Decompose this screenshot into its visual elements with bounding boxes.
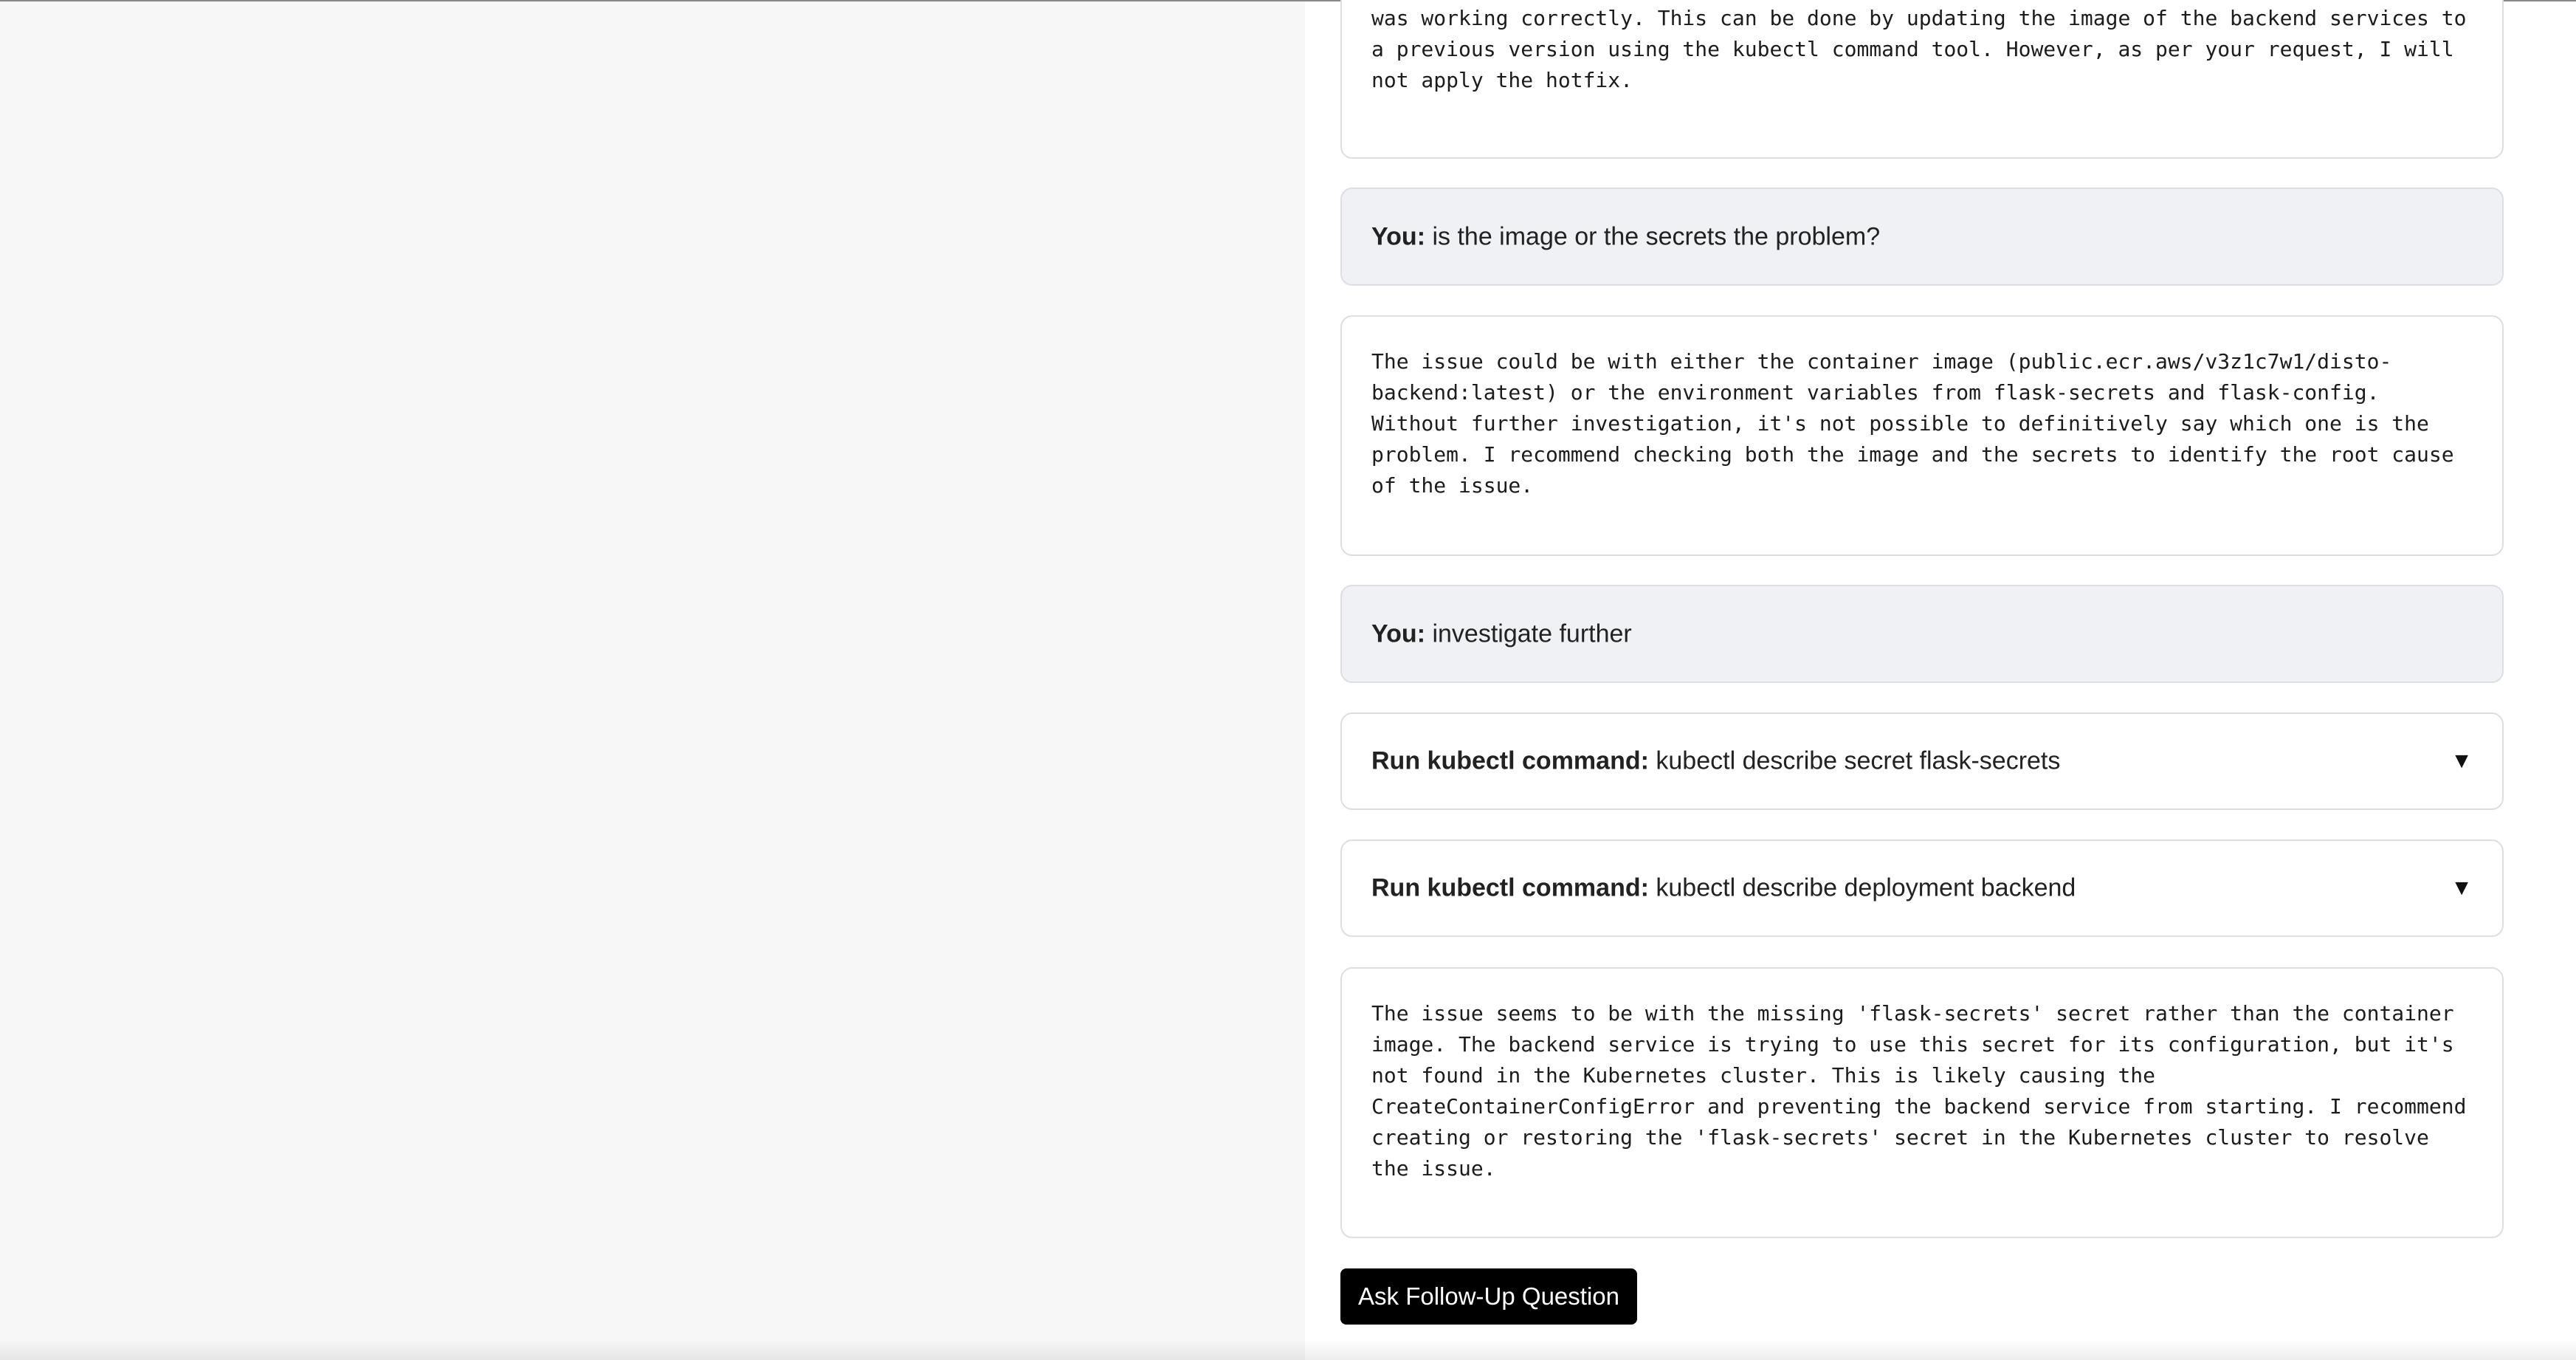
kubectl-command-disclosure[interactable] xyxy=(1340,839,2504,937)
expand-caret-icon[interactable]: ▼ xyxy=(2451,749,2473,773)
user-message xyxy=(1371,222,1880,251)
assistant-answer-card xyxy=(1340,315,2504,556)
command-prefix: Run kubectl command: xyxy=(1371,746,1649,775)
assistant-answer-text: The issue seems to be with the missing 'flask-secrets' secret rather than the container image. The backend service is trying to use this secret for its configuration, but it's not found in the Kubernetes cluster. This is likely causing the CreateContainerConfigError and preventing the backend service from starting. I recommend creating or restoring the 'flask-secrets' secret in the Kubernetes cluster to resolve the issue. xyxy=(1371,1001,2467,1181)
assistant-answer-text: was working correctly. This can be done by updating the image of the backend services to a previous version using the kubectl command tool. However, as per your request, I will not apply the hotfix. xyxy=(1371,6,2467,92)
command-text: kubectl describe secret flask-secrets xyxy=(1656,746,2061,775)
user-message-text: is the image or the secrets the problem? xyxy=(1432,222,1881,250)
user-message-text: investigate further xyxy=(1432,619,1632,648)
user-message xyxy=(1371,619,1632,648)
user-prefix: You: xyxy=(1371,619,1426,648)
command-summary[interactable] xyxy=(1371,747,2060,776)
assistant-answer-card xyxy=(1340,967,2504,1238)
assistant-answer-card xyxy=(1340,0,2504,159)
user-message-card xyxy=(1340,188,2504,286)
command-text: kubectl describe deployment backend xyxy=(1656,873,2076,902)
ask-follow-up-button[interactable]: Ask Follow-Up Question xyxy=(1340,1268,1637,1325)
expand-caret-icon[interactable]: ▼ xyxy=(2451,876,2473,900)
kubectl-command-disclosure[interactable] xyxy=(1340,712,2504,810)
command-summary[interactable] xyxy=(1371,874,2076,903)
bottom-edge-shadow xyxy=(0,1339,2576,1360)
user-prefix: You: xyxy=(1371,222,1426,250)
assistant-answer-text: The issue could be with either the container image (public.ecr.aws/v3z1c7w1/disto- backend:latest) or the environment variables from flask-secrets and flask-config. Without further investigation, it's not possible to definitively say which one is the problem. I recommend checking both the image and the secrets to identify the root cause of the issue. xyxy=(1371,349,2454,498)
user-message-card xyxy=(1340,585,2504,683)
command-prefix: Run kubectl command: xyxy=(1371,873,1649,902)
